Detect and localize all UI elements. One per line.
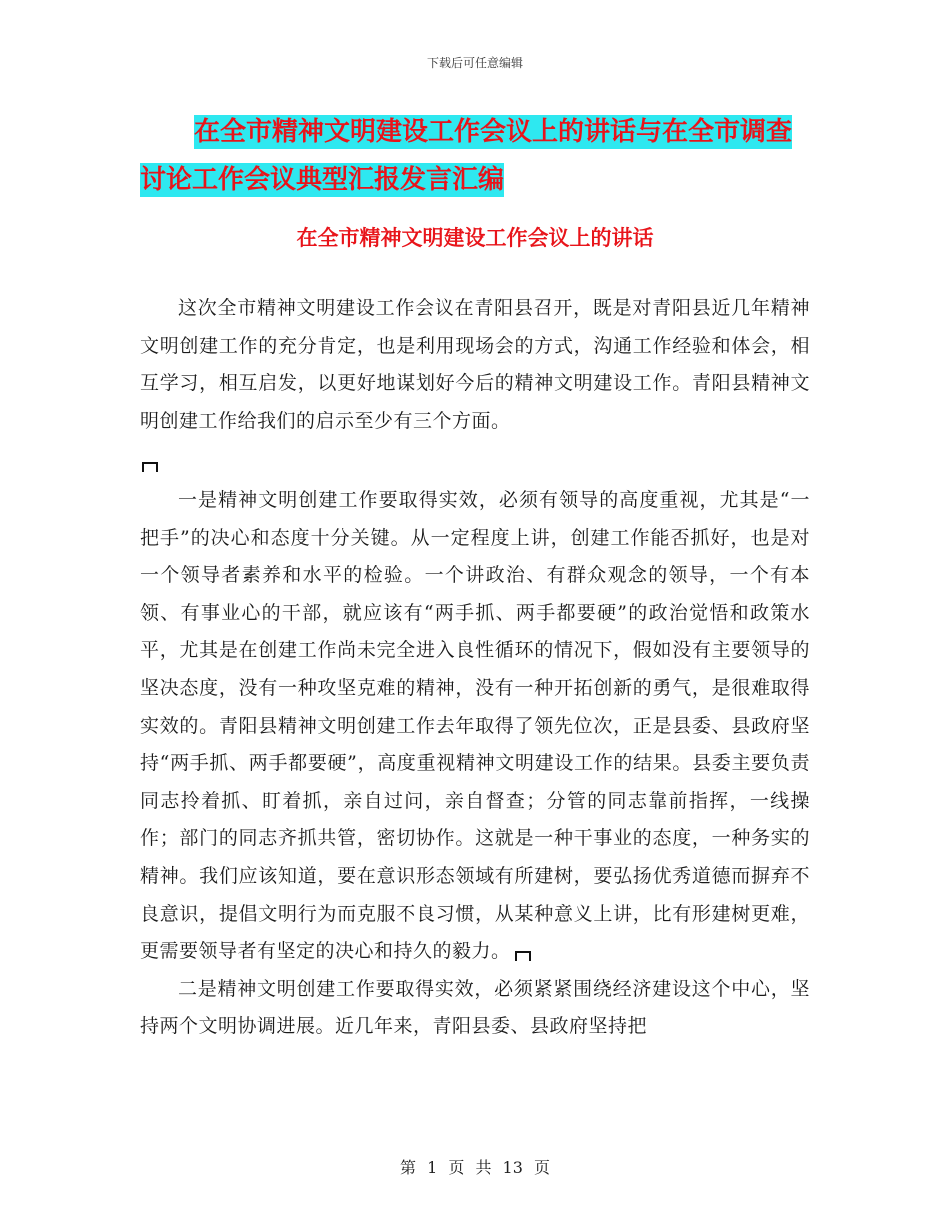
section-break-mark-icon <box>515 951 531 961</box>
section-title: 在全市精神文明建设工作会议上的讲话 <box>296 226 654 250</box>
title-highlight-2: 讨论工作会议典型汇报发言汇编 <box>140 165 505 195</box>
paragraph-2 <box>140 482 810 971</box>
page-number: 第 1 页 共 13 页 <box>400 1158 550 1177</box>
document-body <box>140 290 810 1046</box>
title-highlight-1: 在全市精神文明建设工作会议上的讲话与在全市调查 <box>194 117 793 147</box>
paragraph-3: 二是精神文明创建工作要取得实效，必须紧紧围绕经济建设这个中心，坚持两个文明协调进展。近几年来，青阳县委、县政府坚持把 <box>140 977 810 1038</box>
paragraph-1: 这次全市精神文明建设工作会议在青阳县召开，既是对青阳县近几年精神文明创建工作的充分肯定，也是利用现场会的方式，沟通工作经验和体会，相互学习，相互启发，以更好地谋划好今后的精神文明建设工作。青阳县精神文明创建工作给我们的启示至少有三个方面。 <box>140 297 810 432</box>
document-title <box>140 108 820 204</box>
document-title-line-2 <box>140 156 820 204</box>
document-title-line-1 <box>140 108 820 156</box>
page-header-note: 下载后可任意编辑 <box>426 56 523 70</box>
section-break <box>140 440 810 482</box>
section-break-mark-icon <box>142 462 158 472</box>
paragraph-2-text: 一是精神文明创建工作要取得实效，必须有领导的高度重视，尤其是“一把手”的决心和态度十分关键。从一定程度上讲，创建工作能否抓好，也是对一个领导者素养和水平的检验。一个讲政治、有群众观念的领导，一个有本领、有事业心的干部，就应该有“两手抓、两手都要硬”的政治觉悟和政策水平，尤其是在创建工作尚未完全进入良性循环的情况下，假如没有主要领导的坚决态度，没有一种攻坚克难的精神，没有一种开拓创新的勇气，是很难取得实效的。青阳县精神文明创建工作去年取得了领先位次，正是县委、县政府坚持“两手抓、两手都要硬”，高度重视精神文明建设工作的结果。县委主要负责同志拎着抓、盯着抓，亲自过问，亲自督查；分管的同志靠前指挥，一线操作；部门的同志齐抓共管，密切协作。这就是一种干事业的态度，一种务实的精神。我们应该知道，要在意识形态领域有所建树，要弘扬优秀道德而摒弃不良意识，提倡文明行为而克服不良习惯，从某种意义上讲，比有形建树更难，更需要领导者有坚定的决心和持久的毅力。 <box>140 488 810 963</box>
